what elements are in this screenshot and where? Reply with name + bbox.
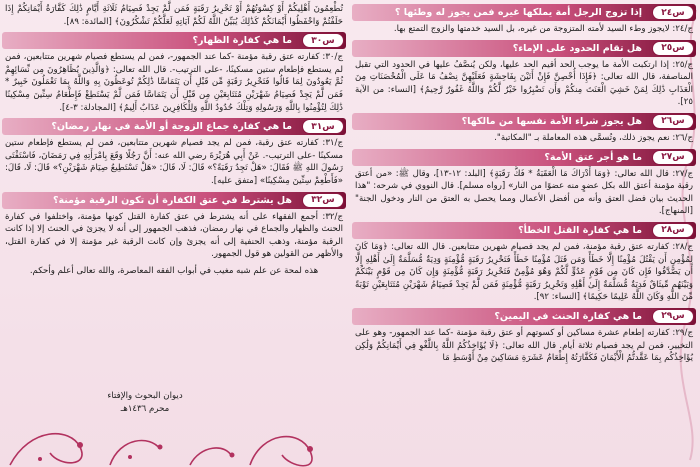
question-text: هل يشترط في عتق الكفارة أن تكون الرقبة مؤمنة؟ bbox=[53, 194, 292, 206]
question-number: س٣١ bbox=[302, 119, 344, 134]
question-text: إذا تزوج الرجل أمة يملكها غيره فمن يجوز له وطئها ؟ bbox=[394, 7, 642, 18]
issue-date: محرم ١٤٣٦هـ bbox=[120, 404, 170, 414]
question-number: س٣٠ bbox=[302, 33, 344, 48]
question-text: هل تقام الحدود على الإماء؟ bbox=[512, 42, 642, 54]
qa-block bbox=[352, 4, 696, 36]
issuer-name: ديوان البحوث والإفتاء bbox=[107, 391, 183, 401]
answer-text: ج/٢٦: نعم يجوز ذلك، وتُسمَّى هذه المعاملة بـ "المكاتبة". bbox=[494, 132, 693, 143]
answer-text: ج/٣١: كفارته عتق رقبة، فمن لم يجد فصيام شهرين متتابعين، فمن لم يستطع فإطعام ستين مسكينًا -على الترتيب-. عَنْ أَبِي هُرَيْرَةَ رضي الله عنه: أَنَّ رَجُلًا وَقَعَ بِامْرَأَتِهِ فِي رَمَضَانَ، فَاسْتَفْتَى رَسُولَ اللهِ ﷺ فَقَالَ: «هَلْ تَجِدُ رَقَبَةً؟» قَالَ: لَا، قَالَ: «هَلْ تَسْتَطِيعُ صِيَامَ شَهْرَيْنِ؟» قَالَ: لَا، قَالَ: «فَأَطْعِمْ سِتِّينَ مِسْكِينًا» [متفق عليه]. bbox=[5, 138, 343, 186]
closing-note: هذه لمحة عن علم شبه مغيب في أبواب الفقه المعاصرة، والله تعالى أعلم وأحكم. bbox=[29, 265, 319, 276]
question-number: س٢٨ bbox=[652, 223, 694, 238]
answer-text: ج/٢٤: لايجوز وطء السيد لأمته المتزوجة من غيره، بل السيد خدمتها والزوج التمتع بها. bbox=[393, 24, 693, 34]
question-text: هل يجوز شراء الأمة نفسها من مالكها؟ bbox=[461, 115, 642, 127]
answer-text: ج/٣٢: أجمع الفقهاء على أنه يشترط في عتق كفارة القتل كونها مؤمنة، واختلفوا في كفارة الحنث والظهار والجماع في نهار رمضان، فذهب الجمهور إلى أنه لا يجزئ في الحنث إلا إذا كانت الرقبة مؤمنة، وذهب الحنفية إلى أنه يجزئ وإن كانت الرقبة غير مؤمنة إلا في كفارة القتل، والأظهر من القولين هو قول الجمهور. bbox=[5, 211, 343, 260]
question-bar bbox=[2, 192, 346, 209]
question-text: ما هي كفارة الظهار؟ bbox=[192, 35, 292, 47]
answer-text: ج/٢٩: كفارته إطعام عشرة مساكين أو كسوتهم أو عتق رقبة مؤمنة -كما عند الجمهور- وهو على التخيير، فمن لم يجد فصيام ثلاثة أيام. قال الله تعالى: ﴿لَا يُؤَاخِذُكُمُ اللَّهُ بِاللَّغْوِ فِي أَيْمَانِكُمْ وَلَٰكِن يُؤَاخِذُكُم بِمَا عَقَّدتُّمُ الْأَيْمَانَ فَكَفَّارَتُهُ إِطْعَامُ عَشَرَةِ مَسَاكِينَ مِنْ أَوْسَطِ مَا bbox=[355, 327, 693, 364]
qa-block bbox=[2, 192, 346, 261]
qa-block bbox=[352, 308, 696, 365]
question-number: س٢٥ bbox=[652, 41, 694, 56]
question-number: س٢٧ bbox=[652, 150, 694, 165]
question-text: ما هي كفارة الحنث في اليمين؟ bbox=[494, 310, 642, 322]
question-bar bbox=[352, 149, 696, 166]
answer-text: ج/٣٠: كفارته عتق رقبة مؤمنة -كما عند الجمهور-، فمن لم يستطع فصيام شهرين متتابعين، فمن لم يستطع فإطعام ستين مسكينًا، -على الترتيب-. قال الله تعالى: ﴿وَالَّذِينَ يُظَاهِرُونَ مِن نِّسَائِهِمْ ثُمَّ يَعُودُونَ لِمَا قَالُوا فَتَحْرِيرُ رَقَبَةٍ مِّن قَبْلِ أَن يَتَمَاسَّا ذَٰلِكُمْ تُوعَظُونَ بِهِ وَاللَّهُ بِمَا تَعْمَلُونَ خَبِيرٌ * فَمَن لَّمْ يَجِدْ فَصِيَامُ شَهْرَيْنِ مُتَتَابِعَيْنِ مِن قَبْلِ أَن يَتَمَاسَّا فَمَن لَّمْ يَسْتَطِعْ فَإِطْعَامُ سِتِّينَ مِسْكِينًا ذَٰلِكَ لِتُؤْمِنُوا بِاللَّهِ وَرَسُولِهِ وَتِلْكَ حُدُودُ اللَّهِ وَلِلْكَافِرِينَ عَذَابٌ أَلِيمٌ﴾ [المجادلة: ٣-٤]. bbox=[5, 52, 343, 113]
question-number: س٢٦ bbox=[652, 114, 694, 129]
answer-text: ج/٢٨: كفارته عتق رقبة مؤمنة، فمن لم يجد فصيام شهرين متتابعين. قال الله تعالى: ﴿وَمَا كَانَ لِمُؤْمِنٍ أَن يَقْتُلَ مُؤْمِنًا إِلَّا خَطَأً وَمَن قَتَلَ مُؤْمِنًا خَطَأً فَتَحْرِيرُ رَقَبَةٍ مُّؤْمِنَةٍ وَدِيَةٌ مُّسَلَّمَةٌ إِلَىٰ أَهْلِهِ إِلَّا أَن يَصَّدَّقُوا فَإِن كَانَ مِن قَوْمٍ عَدُوٍّ لَّكُمْ وَهُوَ مُؤْمِنٌ فَتَحْرِيرُ رَقَبَةٍ مُّؤْمِنَةٍ وَإِن كَانَ مِن قَوْمٍ بَيْنَكُمْ وَبَيْنَهُم مِّيثَاقٌ فَدِيَةٌ مُّسَلَّمَةٌ إِلَىٰ أَهْلِهِ وَتَحْرِيرُ رَقَبَةٍ مُّؤْمِنَةٍ فَمَن لَّمْ يَجِدْ فَصِيَامُ شَهْرَيْنِ مُتَتَابِعَيْنِ تَوْبَةً مِّنَ اللَّهِ وَكَانَ اللَّهُ عَلِيمًا حَكِيمًا﴾ [النساء: ٩٢]. bbox=[355, 241, 693, 303]
qa-block bbox=[2, 32, 346, 114]
question-number: س٢٩ bbox=[652, 309, 694, 324]
question-bar bbox=[352, 308, 696, 325]
qa-block bbox=[352, 149, 696, 218]
question-bar bbox=[352, 222, 696, 239]
question-bar bbox=[352, 113, 696, 130]
question-bar bbox=[352, 4, 696, 21]
question-number: س٢٤ bbox=[652, 5, 694, 20]
qa-block bbox=[2, 118, 346, 187]
question-bar bbox=[352, 40, 696, 57]
answer-text: ج/٢٧: قال الله تعالى: ﴿وَمَا أَدْرَاكَ مَا الْعَقَبَةُ * فَكُّ رَقَبَةٍ﴾ [البلد: ١٢-١٣]، وقال ﷺ: «من أعتق رقبة مؤمنة أعتق الله بكل عضوٍ منه عضوًا من النار» [رواه مسلم]. قال النووي في شرحه: "هذا الحديث بيان فضل العتق وأنه من أفضل الأعمال ومما يحصل به العتق من النار ودخول الجنة" [المنهاج]. bbox=[355, 168, 693, 217]
question-text: ما هي كفارة جماع الزوجة أو الأمة في نهار رمضان؟ bbox=[51, 121, 292, 133]
answer-text: ج/٢٥: إذا ارتكبت الأمة ما يوجب الحد أقيم الحد عليها، ولكن يُنصَّفُ عليها في الحدود التي تقبل المناصفة، قال الله تعالى: ﴿فَإِذَا أُحْصِنَّ فَإِنْ أَتَيْنَ بِفَاحِشَةٍ فَعَلَيْهِنَّ نِصْفُ مَا عَلَى الْمُحْصَنَاتِ مِنَ الْعَذَابِ ذَٰلِكَ لِمَنْ خَشِيَ الْعَنَتَ مِنكُمْ وَأَن تَصْبِرُوا خَيْرٌ لَّكُمْ وَاللَّهُ غَفُورٌ رَّحِيمٌ﴾ [النساء: من الآية ٢٥]. bbox=[355, 59, 693, 108]
question-bar bbox=[2, 118, 346, 135]
answer-text-continued: تُطْعِمُونَ أَهْلِيكُمْ أَوْ كِسْوَتُهُمْ أَوْ تَحْرِيرُ رَقَبَةٍ فَمَن لَّمْ يَجِدْ فَصِيَامُ ثَلَاثَةِ أَيَّامٍ ذَٰلِكَ كَفَّارَةُ أَيْمَانِكُمْ إِذَا حَلَفْتُمْ وَاحْفَظُوا أَيْمَانَكُمْ كَذَٰلِكَ يُبَيِّنُ اللَّهُ لَكُمْ آيَاتِهِ لَعَلَّكُمْ تَشْكُرُونَ﴾ [المائدة: ٨٩]. bbox=[5, 4, 343, 27]
right-column bbox=[352, 0, 696, 467]
floral-ornament bbox=[0, 387, 346, 467]
qa-block bbox=[352, 40, 696, 109]
qa-block bbox=[352, 222, 696, 304]
question-bar bbox=[2, 32, 346, 49]
question-number: س٣٢ bbox=[302, 193, 344, 208]
question-text: ما هي كفارة القتل الخطأ؟ bbox=[518, 224, 642, 236]
qa-block bbox=[352, 113, 696, 145]
qa-block-continued bbox=[2, 3, 346, 28]
question-text: ما هو أجر عتق الأمة؟ bbox=[544, 151, 642, 163]
